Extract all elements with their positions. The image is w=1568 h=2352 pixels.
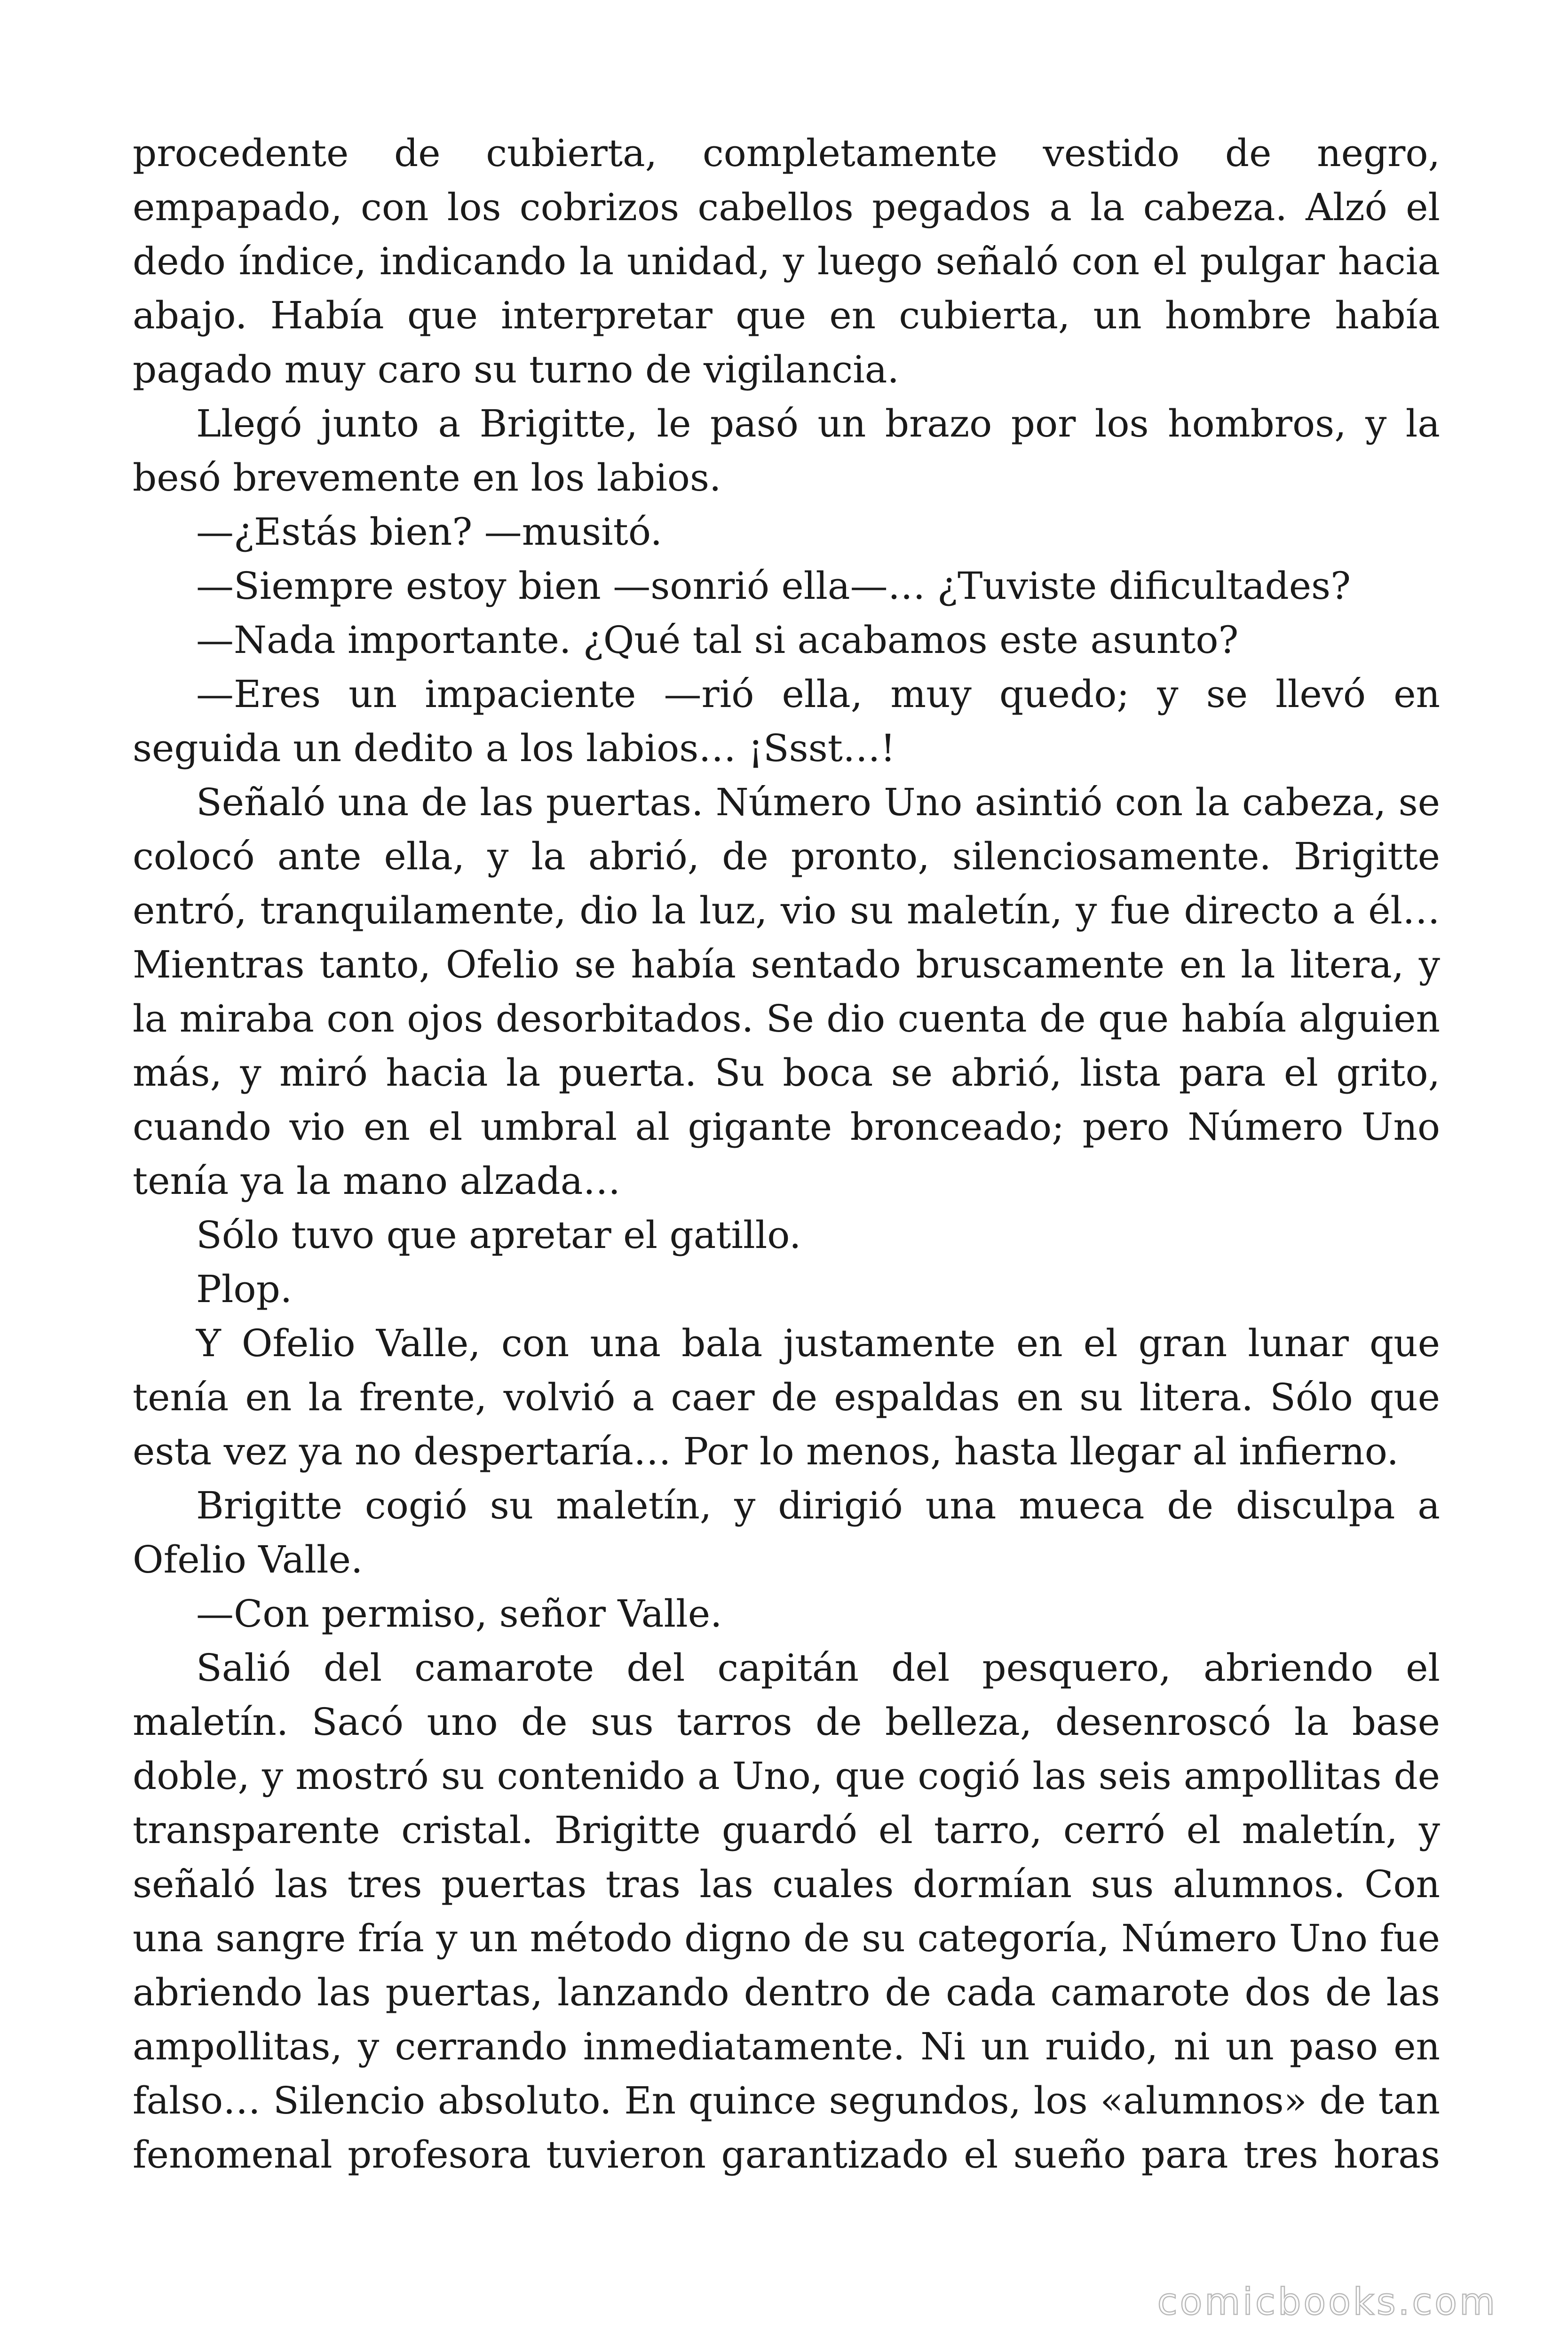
paragraph: —¿Estás bien? —musitó. bbox=[196, 510, 663, 554]
page-text bbox=[133, 126, 1440, 2182]
paragraph: Sólo tuvo que apretar el gatillo. bbox=[196, 1213, 801, 1257]
paragraph: —Siempre estoy bien —sonrió ella—… ¿Tuviste dificultades? bbox=[196, 564, 1351, 608]
paragraph: —Eres un impaciente —rió ella, muy quedo; y se llevó en seguida un dedito a los labios… ¡Ssst…! bbox=[133, 672, 1440, 770]
paragraph: Y Ofelio Valle, con una bala justamente en el gran lunar que tenía en la frente, volvió a caer de espaldas en su litera. Sólo que esta vez ya no despertaría… Por lo menos, hasta llegar al infierno. bbox=[133, 1321, 1440, 1473]
paragraph: Llegó junto a Brigitte, le pasó un brazo por los hombros, y la besó brevemente en los labios. bbox=[133, 402, 1440, 500]
paragraph: —Con permiso, señor Valle. bbox=[196, 1592, 722, 1636]
paragraph: Brigitte cogió su maletín, y dirigió una mueca de disculpa a Ofelio Valle. bbox=[133, 1484, 1440, 1581]
paragraph: Salió del camarote del capitán del pesquero, abriendo el maletín. Sacó uno de sus tarros de belleza, desenroscó la base doble, y mostró su contenido a Uno, que cogió las seis ampollitas de transparente cristal. Brigitte guardó el tarro, cerró el maletín, y señaló las tres puertas tras las cuales dormían sus alumnos. Con una sangre fría y un método digno de su categoría, Número Uno fue abriendo las puertas, lanzando dentro de cada camarote dos de las ampollitas, y cerrando inmediatamente. Ni un ruido, ni un paso en falso… Silencio absoluto. En quince segundos, los «alumnos» de tan fenomenal profesora tuvieron garantizado el sueño para tres horas bbox=[133, 1646, 1440, 2177]
paragraph: —Nada importante. ¿Qué tal si acabamos este asunto? bbox=[196, 618, 1239, 662]
paragraph: Plop. bbox=[196, 1267, 293, 1311]
watermark: comicbooks.com bbox=[1157, 2281, 1497, 2323]
paragraph: procedente de cubierta, completamente vestido de negro, empapado, con los cobrizos cabellos pegados a la cabeza. Alzó el dedo índice, indicando la unidad, y luego señaló con el pulgar hacia abajo. Había que interpretar que en cubierta, un hombre había pagado muy caro su turno de vigilancia. bbox=[133, 131, 1440, 391]
paragraph: Señaló una de las puertas. Número Uno asintió con la cabeza, se colocó ante ella, y la abrió, de pronto, silenciosamente. Brigitte entró, tranquilamente, dio la luz, vio su maletín, y fue directo a él… Mientras tanto, Ofelio se había sentado bruscamente en la litera, y la miraba con ojos desorbitados. Se dio cuenta de que había alguien más, y miró hacia la puerta. Su boca se abrió, lista para el grito, cuando vio en el umbral al gigante bronceado; pero Número Uno tenía ya la mano alzada… bbox=[133, 780, 1440, 1203]
